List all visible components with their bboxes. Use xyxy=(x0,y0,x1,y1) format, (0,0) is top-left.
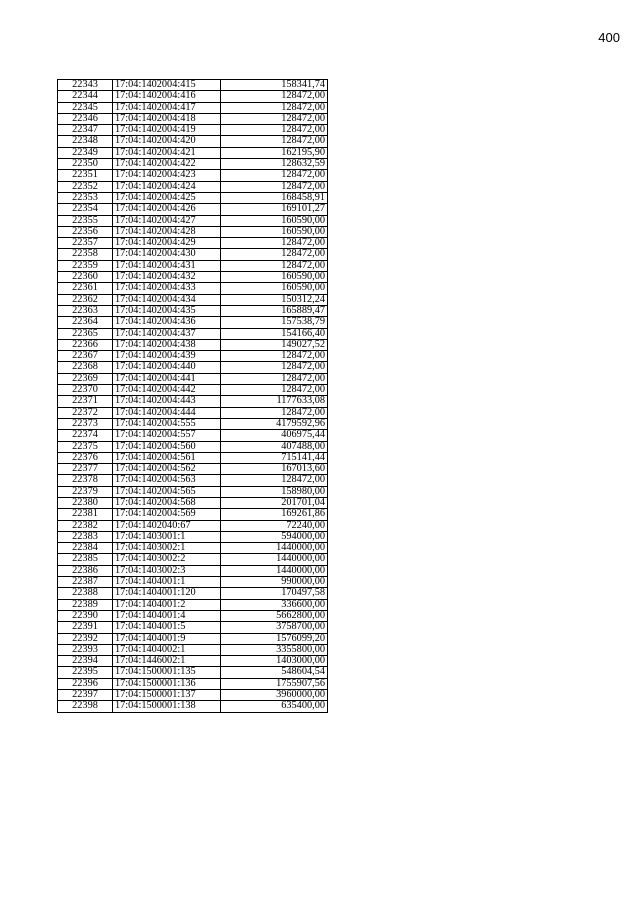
row-number-cell: 22367 xyxy=(58,351,113,362)
row-number-cell: 22349 xyxy=(58,147,113,158)
row-number-cell: 22366 xyxy=(58,339,113,350)
amount-cell: 128472,00 xyxy=(221,407,328,418)
row-number-cell: 22385 xyxy=(58,554,113,565)
cadastral-number-cell: 17:04:1404002:1 xyxy=(113,644,221,655)
table-row xyxy=(58,91,328,102)
table-row xyxy=(58,452,328,463)
amount-cell: 1440000,00 xyxy=(221,543,328,554)
amount-cell: 128472,00 xyxy=(221,136,328,147)
row-number-cell: 22383 xyxy=(58,531,113,542)
cadastral-number-cell: 17:04:1402004:427 xyxy=(113,215,221,226)
amount-cell: 128472,00 xyxy=(221,385,328,396)
cadastral-number-cell: 17:04:1500001:138 xyxy=(113,701,221,712)
cadastral-number-cell: 17:04:1402004:434 xyxy=(113,294,221,305)
cadastral-number-cell: 17:04:1402004:569 xyxy=(113,509,221,520)
row-number-cell: 22344 xyxy=(58,91,113,102)
amount-cell: 715141,44 xyxy=(221,452,328,463)
table-row xyxy=(58,181,328,192)
amount-cell: 168458,91 xyxy=(221,192,328,203)
cadastral-number-cell: 17:04:1402004:425 xyxy=(113,192,221,203)
table-row xyxy=(58,238,328,249)
cadastral-number-cell: 17:04:1404001:9 xyxy=(113,633,221,644)
row-number-cell: 22345 xyxy=(58,102,113,113)
table-row xyxy=(58,249,328,260)
table-row xyxy=(58,373,328,384)
amount-cell: 169101,27 xyxy=(221,204,328,215)
cadastral-number-cell: 17:04:1402004:422 xyxy=(113,159,221,170)
table-row xyxy=(58,260,328,271)
cadastral-number-cell: 17:04:1402004:416 xyxy=(113,91,221,102)
cadastral-number-cell: 17:04:1402004:428 xyxy=(113,226,221,237)
amount-cell: 1403000,00 xyxy=(221,656,328,667)
amount-cell: 5662800,00 xyxy=(221,610,328,621)
row-number-cell: 22352 xyxy=(58,181,113,192)
amount-cell: 1440000,00 xyxy=(221,565,328,576)
table-row xyxy=(58,633,328,644)
amount-cell: 128472,00 xyxy=(221,362,328,373)
amount-cell: 167013,60 xyxy=(221,464,328,475)
cadastral-number-cell: 17:04:1402004:423 xyxy=(113,170,221,181)
table-row xyxy=(58,283,328,294)
amount-cell: 407488,00 xyxy=(221,441,328,452)
amount-cell: 201701,04 xyxy=(221,497,328,508)
row-number-cell: 22347 xyxy=(58,125,113,136)
cadastral-number-cell: 17:04:1402004:436 xyxy=(113,317,221,328)
row-number-cell: 22371 xyxy=(58,396,113,407)
row-number-cell: 22351 xyxy=(58,170,113,181)
amount-cell: 3758700,00 xyxy=(221,622,328,633)
row-number-cell: 22391 xyxy=(58,622,113,633)
amount-cell: 157538,79 xyxy=(221,317,328,328)
amount-cell: 128472,00 xyxy=(221,373,328,384)
table-row xyxy=(58,588,328,599)
cadastral-number-cell: 17:04:1403002:2 xyxy=(113,554,221,565)
cadastral-number-cell: 17:04:1402004:426 xyxy=(113,204,221,215)
cadastral-number-cell: 17:04:1404001:2 xyxy=(113,599,221,610)
row-number-cell: 22381 xyxy=(58,509,113,520)
table-row xyxy=(58,136,328,147)
cadastral-number-cell: 17:04:1402004:431 xyxy=(113,260,221,271)
row-number-cell: 22375 xyxy=(58,441,113,452)
table-row xyxy=(58,339,328,350)
table-row xyxy=(58,565,328,576)
amount-cell: 128472,00 xyxy=(221,91,328,102)
cadastral-number-cell: 17:04:1402004:441 xyxy=(113,373,221,384)
amount-cell: 128632,59 xyxy=(221,159,328,170)
row-number-cell: 22359 xyxy=(58,260,113,271)
cadastral-number-cell: 17:04:1402004:424 xyxy=(113,181,221,192)
table-row xyxy=(58,125,328,136)
cadastral-number-cell: 17:04:1402004:438 xyxy=(113,339,221,350)
amount-cell: 165889,47 xyxy=(221,305,328,316)
table-row xyxy=(58,644,328,655)
table-row xyxy=(58,294,328,305)
table-row xyxy=(58,464,328,475)
amount-cell: 1755907,56 xyxy=(221,678,328,689)
amount-cell: 336600,00 xyxy=(221,599,328,610)
row-number-cell: 22397 xyxy=(58,690,113,701)
cadastral-number-cell: 17:04:1402004:557 xyxy=(113,430,221,441)
row-number-cell: 22393 xyxy=(58,644,113,655)
row-number-cell: 22395 xyxy=(58,667,113,678)
amount-cell: 149027,52 xyxy=(221,339,328,350)
cadastral-number-cell: 17:04:1402004:420 xyxy=(113,136,221,147)
table-row xyxy=(58,328,328,339)
cadastral-number-cell: 17:04:1402004:562 xyxy=(113,464,221,475)
table-row xyxy=(58,407,328,418)
table-row xyxy=(58,362,328,373)
data-table xyxy=(57,79,328,713)
table-row xyxy=(58,226,328,237)
amount-cell: 160590,00 xyxy=(221,283,328,294)
table-row xyxy=(58,486,328,497)
table-row xyxy=(58,305,328,316)
table-row xyxy=(58,113,328,124)
amount-cell: 128472,00 xyxy=(221,351,328,362)
row-number-cell: 22353 xyxy=(58,192,113,203)
amount-cell: 169261,86 xyxy=(221,509,328,520)
amount-cell: 1440000,00 xyxy=(221,554,328,565)
row-number-cell: 22378 xyxy=(58,475,113,486)
row-number-cell: 22388 xyxy=(58,588,113,599)
cadastral-number-cell: 17:04:1402004:419 xyxy=(113,125,221,136)
table-row xyxy=(58,554,328,565)
cadastral-number-cell: 17:04:1402004:442 xyxy=(113,385,221,396)
row-number-cell: 22350 xyxy=(58,159,113,170)
table-row xyxy=(58,385,328,396)
cadastral-number-cell: 17:04:1404001:4 xyxy=(113,610,221,621)
table-row xyxy=(58,102,328,113)
amount-cell: 160590,00 xyxy=(221,215,328,226)
row-number-cell: 22357 xyxy=(58,238,113,249)
row-number-cell: 22369 xyxy=(58,373,113,384)
amount-cell: 128472,00 xyxy=(221,125,328,136)
cadastral-number-cell: 17:04:1402004:429 xyxy=(113,238,221,249)
cadastral-number-cell: 17:04:1404001:5 xyxy=(113,622,221,633)
cadastral-number-cell: 17:04:1446002:1 xyxy=(113,656,221,667)
row-number-cell: 22389 xyxy=(58,599,113,610)
amount-cell: 160590,00 xyxy=(221,272,328,283)
cadastral-number-cell: 17:04:1402004:415 xyxy=(113,80,221,91)
amount-cell: 128472,00 xyxy=(221,170,328,181)
cadastral-number-cell: 17:04:1500001:135 xyxy=(113,667,221,678)
row-number-cell: 22396 xyxy=(58,678,113,689)
table-row xyxy=(58,430,328,441)
cadastral-number-cell: 17:04:1402004:443 xyxy=(113,396,221,407)
row-number-cell: 22346 xyxy=(58,113,113,124)
row-number-cell: 22363 xyxy=(58,305,113,316)
table-row xyxy=(58,622,328,633)
row-number-cell: 22370 xyxy=(58,385,113,396)
cadastral-number-cell: 17:04:1402004:565 xyxy=(113,486,221,497)
table-row xyxy=(58,204,328,215)
row-number-cell: 22386 xyxy=(58,565,113,576)
row-number-cell: 22358 xyxy=(58,249,113,260)
row-number-cell: 22382 xyxy=(58,520,113,531)
amount-cell: 128472,00 xyxy=(221,249,328,260)
row-number-cell: 22380 xyxy=(58,497,113,508)
cadastral-number-cell: 17:04:1500001:137 xyxy=(113,690,221,701)
table-row xyxy=(58,599,328,610)
row-number-cell: 22362 xyxy=(58,294,113,305)
amount-cell: 128472,00 xyxy=(221,475,328,486)
cadastral-number-cell: 17:04:1402004:432 xyxy=(113,272,221,283)
table-row xyxy=(58,678,328,689)
table-row xyxy=(58,159,328,170)
cadastral-number-cell: 17:04:1402004:563 xyxy=(113,475,221,486)
table-row xyxy=(58,520,328,531)
amount-cell: 158341,74 xyxy=(221,80,328,91)
amount-cell: 150312,24 xyxy=(221,294,328,305)
table-body xyxy=(58,80,328,713)
table-row xyxy=(58,577,328,588)
amount-cell: 160590,00 xyxy=(221,226,328,237)
cadastral-number-cell: 17:04:1403001:1 xyxy=(113,531,221,542)
cadastral-number-cell: 17:04:1403002:1 xyxy=(113,543,221,554)
row-number-cell: 22348 xyxy=(58,136,113,147)
cadastral-number-cell: 17:04:1500001:136 xyxy=(113,678,221,689)
table-row xyxy=(58,80,328,91)
table-row xyxy=(58,497,328,508)
amount-cell: 128472,00 xyxy=(221,102,328,113)
table-row xyxy=(58,701,328,712)
cadastral-number-cell: 17:04:1402004:417 xyxy=(113,102,221,113)
table-row xyxy=(58,441,328,452)
row-number-cell: 22394 xyxy=(58,656,113,667)
table-row xyxy=(58,656,328,667)
row-number-cell: 22398 xyxy=(58,701,113,712)
cadastral-number-cell: 17:04:1402004:421 xyxy=(113,147,221,158)
amount-cell: 635400,00 xyxy=(221,701,328,712)
amount-cell: 128472,00 xyxy=(221,260,328,271)
table-row xyxy=(58,690,328,701)
row-number-cell: 22356 xyxy=(58,226,113,237)
row-number-cell: 22355 xyxy=(58,215,113,226)
cadastral-number-cell: 17:04:1402004:568 xyxy=(113,497,221,508)
amount-cell: 406975,44 xyxy=(221,430,328,441)
amount-cell: 3960000,00 xyxy=(221,690,328,701)
table-row xyxy=(58,667,328,678)
cadastral-number-cell: 17:04:1402004:444 xyxy=(113,407,221,418)
table-row xyxy=(58,543,328,554)
table-row xyxy=(58,610,328,621)
cadastral-number-cell: 17:04:1403002:3 xyxy=(113,565,221,576)
amount-cell: 128472,00 xyxy=(221,181,328,192)
cadastral-number-cell: 17:04:1402004:435 xyxy=(113,305,221,316)
row-number-cell: 22384 xyxy=(58,543,113,554)
page-number: 400 xyxy=(598,30,620,45)
amount-cell: 128472,00 xyxy=(221,238,328,249)
amount-cell: 3355800,00 xyxy=(221,644,328,655)
row-number-cell: 22360 xyxy=(58,272,113,283)
row-number-cell: 22374 xyxy=(58,430,113,441)
row-number-cell: 22376 xyxy=(58,452,113,463)
row-number-cell: 22390 xyxy=(58,610,113,621)
row-number-cell: 22365 xyxy=(58,328,113,339)
table-row xyxy=(58,418,328,429)
row-number-cell: 22364 xyxy=(58,317,113,328)
cadastral-number-cell: 17:04:1402004:418 xyxy=(113,113,221,124)
amount-cell: 594000,00 xyxy=(221,531,328,542)
table-row xyxy=(58,272,328,283)
amount-cell: 4179592,96 xyxy=(221,418,328,429)
cadastral-number-cell: 17:04:1402004:440 xyxy=(113,362,221,373)
amount-cell: 154166,40 xyxy=(221,328,328,339)
table-row xyxy=(58,351,328,362)
cadastral-number-cell: 17:04:1404001:120 xyxy=(113,588,221,599)
table-row xyxy=(58,396,328,407)
table-row xyxy=(58,509,328,520)
amount-cell: 128472,00 xyxy=(221,113,328,124)
amount-cell: 1177633,08 xyxy=(221,396,328,407)
cadastral-number-cell: 17:04:1402040:67 xyxy=(113,520,221,531)
amount-cell: 72240,00 xyxy=(221,520,328,531)
row-number-cell: 22379 xyxy=(58,486,113,497)
table-row xyxy=(58,170,328,181)
table-row xyxy=(58,215,328,226)
cadastral-number-cell: 17:04:1404001:1 xyxy=(113,577,221,588)
row-number-cell: 22392 xyxy=(58,633,113,644)
cadastral-number-cell: 17:04:1402004:560 xyxy=(113,441,221,452)
cadastral-number-cell: 17:04:1402004:430 xyxy=(113,249,221,260)
table-row xyxy=(58,317,328,328)
amount-cell: 990000,00 xyxy=(221,577,328,588)
row-number-cell: 22377 xyxy=(58,464,113,475)
amount-cell: 170497,58 xyxy=(221,588,328,599)
cadastral-number-cell: 17:04:1402004:433 xyxy=(113,283,221,294)
table-row xyxy=(58,192,328,203)
cadastral-number-cell: 17:04:1402004:561 xyxy=(113,452,221,463)
row-number-cell: 22387 xyxy=(58,577,113,588)
row-number-cell: 22343 xyxy=(58,80,113,91)
row-number-cell: 22354 xyxy=(58,204,113,215)
table-row xyxy=(58,147,328,158)
cadastral-number-cell: 17:04:1402004:437 xyxy=(113,328,221,339)
table-row xyxy=(58,531,328,542)
amount-cell: 1576099,20 xyxy=(221,633,328,644)
row-number-cell: 22373 xyxy=(58,418,113,429)
row-number-cell: 22368 xyxy=(58,362,113,373)
amount-cell: 548604,54 xyxy=(221,667,328,678)
cadastral-number-cell: 17:04:1402004:555 xyxy=(113,418,221,429)
amount-cell: 158980,00 xyxy=(221,486,328,497)
row-number-cell: 22361 xyxy=(58,283,113,294)
amount-cell: 162195,90 xyxy=(221,147,328,158)
row-number-cell: 22372 xyxy=(58,407,113,418)
cadastral-number-cell: 17:04:1402004:439 xyxy=(113,351,221,362)
table-row xyxy=(58,475,328,486)
